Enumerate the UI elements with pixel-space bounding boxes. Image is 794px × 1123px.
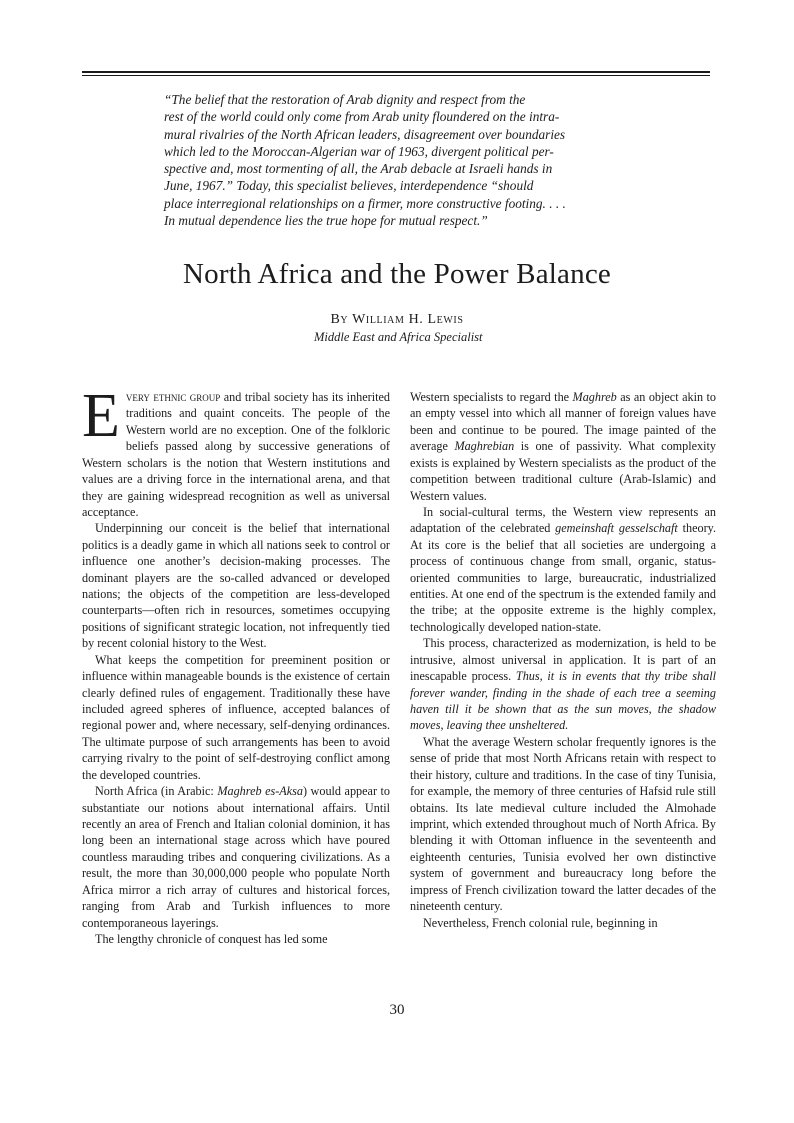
article-title: North Africa and the Power Balance bbox=[183, 258, 611, 290]
page-number: 30 bbox=[389, 1002, 405, 1018]
paragraph: The lengthy chronicle of conquest has led some bbox=[95, 931, 328, 946]
paragraph: What the average Western scholar frequently ignores is the sense of pride that most North Africans retain with respect to their history, culture and traditions. In the case of tiny Tunisia, for example, the memory of three centuries of Hafsid rule still obtains. Its late medieval culture included the Almohade imprint, which extended throughout much of North Africa. By blending it with Ottoman influence in the seventeenth and eighteenth centuries, Tunisia evolved her own distinctive system of government and bureaucracy long before the impress of French civilization toward the latter decades of the nineteenth century. bbox=[410, 734, 716, 914]
quote-line: mural rivalries of the North African leaders, disagreement over boundaries bbox=[164, 126, 566, 142]
paragraph-text: ) would appear to substantiate our notions about international affairs. Until recently an area of French and Italian colonial dominion, it has long been an international stage across which have poured countless marauding tribes and conquering civilizations. As a result, the more than 30,000,000 people who populate North Africa mirror a rich array of cultures and historical forces, ranging from Arab and Turkish influences to more contemporaneous layerings. bbox=[82, 784, 390, 930]
drop-cap: E bbox=[82, 382, 120, 450]
paragraph: Nevertheless, French colonial rule, beginning in bbox=[423, 915, 658, 930]
quote-line: place interregional relationships on a firmer, more constructive footing. . . . bbox=[164, 195, 566, 211]
arabic-term: Maghreb es-Aksa bbox=[217, 784, 303, 799]
paragraph bbox=[82, 783, 390, 931]
header-rule-thick bbox=[82, 71, 710, 73]
paragraph bbox=[410, 504, 716, 635]
quote-line: In mutual dependence lies the true hope for mutual respect.” bbox=[164, 213, 488, 229]
paragraph-text: North Africa (in Arabic: bbox=[95, 784, 218, 799]
quote-line: June, 1967.” Today, this specialist believes, interdependence “should bbox=[164, 178, 534, 194]
pull-quote bbox=[164, 91, 634, 229]
paragraph-text: This process, characterized as modernization, is held to be intrusive, almost universal in application. It is part of an inescapable process. bbox=[410, 636, 716, 684]
text-column-left bbox=[82, 382, 390, 947]
author-byline: By William H. Lewis bbox=[330, 312, 464, 327]
paragraph-text: Western specialists to regard the bbox=[410, 390, 573, 404]
paragraph-text: is one of passivity. What complexity exists is explained by Western specialists as the product of the competition between traditional culture (Arab-Islamic) and Western values. bbox=[410, 439, 716, 503]
italic-term: gemeinshaft gesselschaft bbox=[555, 521, 678, 536]
paragraph-text: theory. At its core is the belief that all societies are undergoing a process of continuous change from small, organic, status-oriented communities to large, bureaucratic, industrialized entities. At one end of the spectrum is the extended family and the tribe; at the opposite extreme is the highly complex, technologically developed nation-state. bbox=[410, 521, 717, 634]
header-rule-thin bbox=[82, 75, 710, 76]
quote-line: rest of the world could only come from Arab unity floundered on the intra- bbox=[164, 109, 560, 125]
quote-line: spective and, most tormenting of all, the Arab debacle at Israeli hands in bbox=[164, 161, 553, 177]
quote-line: “The belief that the restoration of Arab dignity and respect from the bbox=[164, 92, 526, 107]
italic-term: Maghrebian bbox=[454, 439, 515, 454]
italic-quotation: Thus, it is in events that thy tribe shall forever wander, finding in the shade of each tree a seeming haven till it be shown that as the sun moves, the shadow moves, leaving thee unsheltered. bbox=[410, 669, 716, 733]
paragraph-text: and tribal society has its inherited traditions and quaint conceits. The people of the Western world are no exception. One of the folkloric beliefs passed along by successive generations of Western scholars is the notion that Western institutions and values are a driving force in the international arena, and that they are gaining widespread recognition as well as universal acceptance. bbox=[82, 390, 390, 519]
italic-term: Maghreb bbox=[572, 390, 617, 404]
text-column-right bbox=[410, 389, 716, 931]
lead-in-smallcaps: very ethnic group bbox=[125, 390, 221, 404]
paragraph bbox=[410, 635, 716, 734]
paragraph-text: as an object akin to an empty vessel into which all manner of foreign values have been and continue to be poured. The image painted of the average bbox=[410, 390, 716, 454]
paragraph bbox=[82, 382, 390, 520]
author-affiliation: Middle East and Africa Specialist bbox=[314, 330, 483, 344]
paragraph: What keeps the competition for preeminent position or influence within manageable bounds is the existence of certain clearly defined rules of engagement. Traditionally these have included agreed spheres of influence, accepted balances of regional power and, where necessary, self-denying ordinances. The ultimate purpose of such arrangements has been to avoid carrying rivalry to the point of self-destroying conflict among the developed countries. bbox=[82, 652, 390, 782]
paragraph-text: In social-cultural terms, the Western view represents an adaptation of the celebrated bbox=[410, 504, 716, 536]
paragraph bbox=[410, 389, 716, 504]
paragraph: Underpinning our conceit is the belief that international politics is a deadly game in which all nations seek to control or influence one another’s decision-making processes. The dominant players are the so-called advanced or developed nations; the objects of the competition are less-developed counterparts—often rich in resources, sometimes occupying positions of significant strategic location, not infrequently tied by recent colonial history to the West. bbox=[82, 521, 390, 651]
quote-line: which led to the Moroccan-Algerian war of 1963, divergent political per- bbox=[164, 143, 554, 159]
